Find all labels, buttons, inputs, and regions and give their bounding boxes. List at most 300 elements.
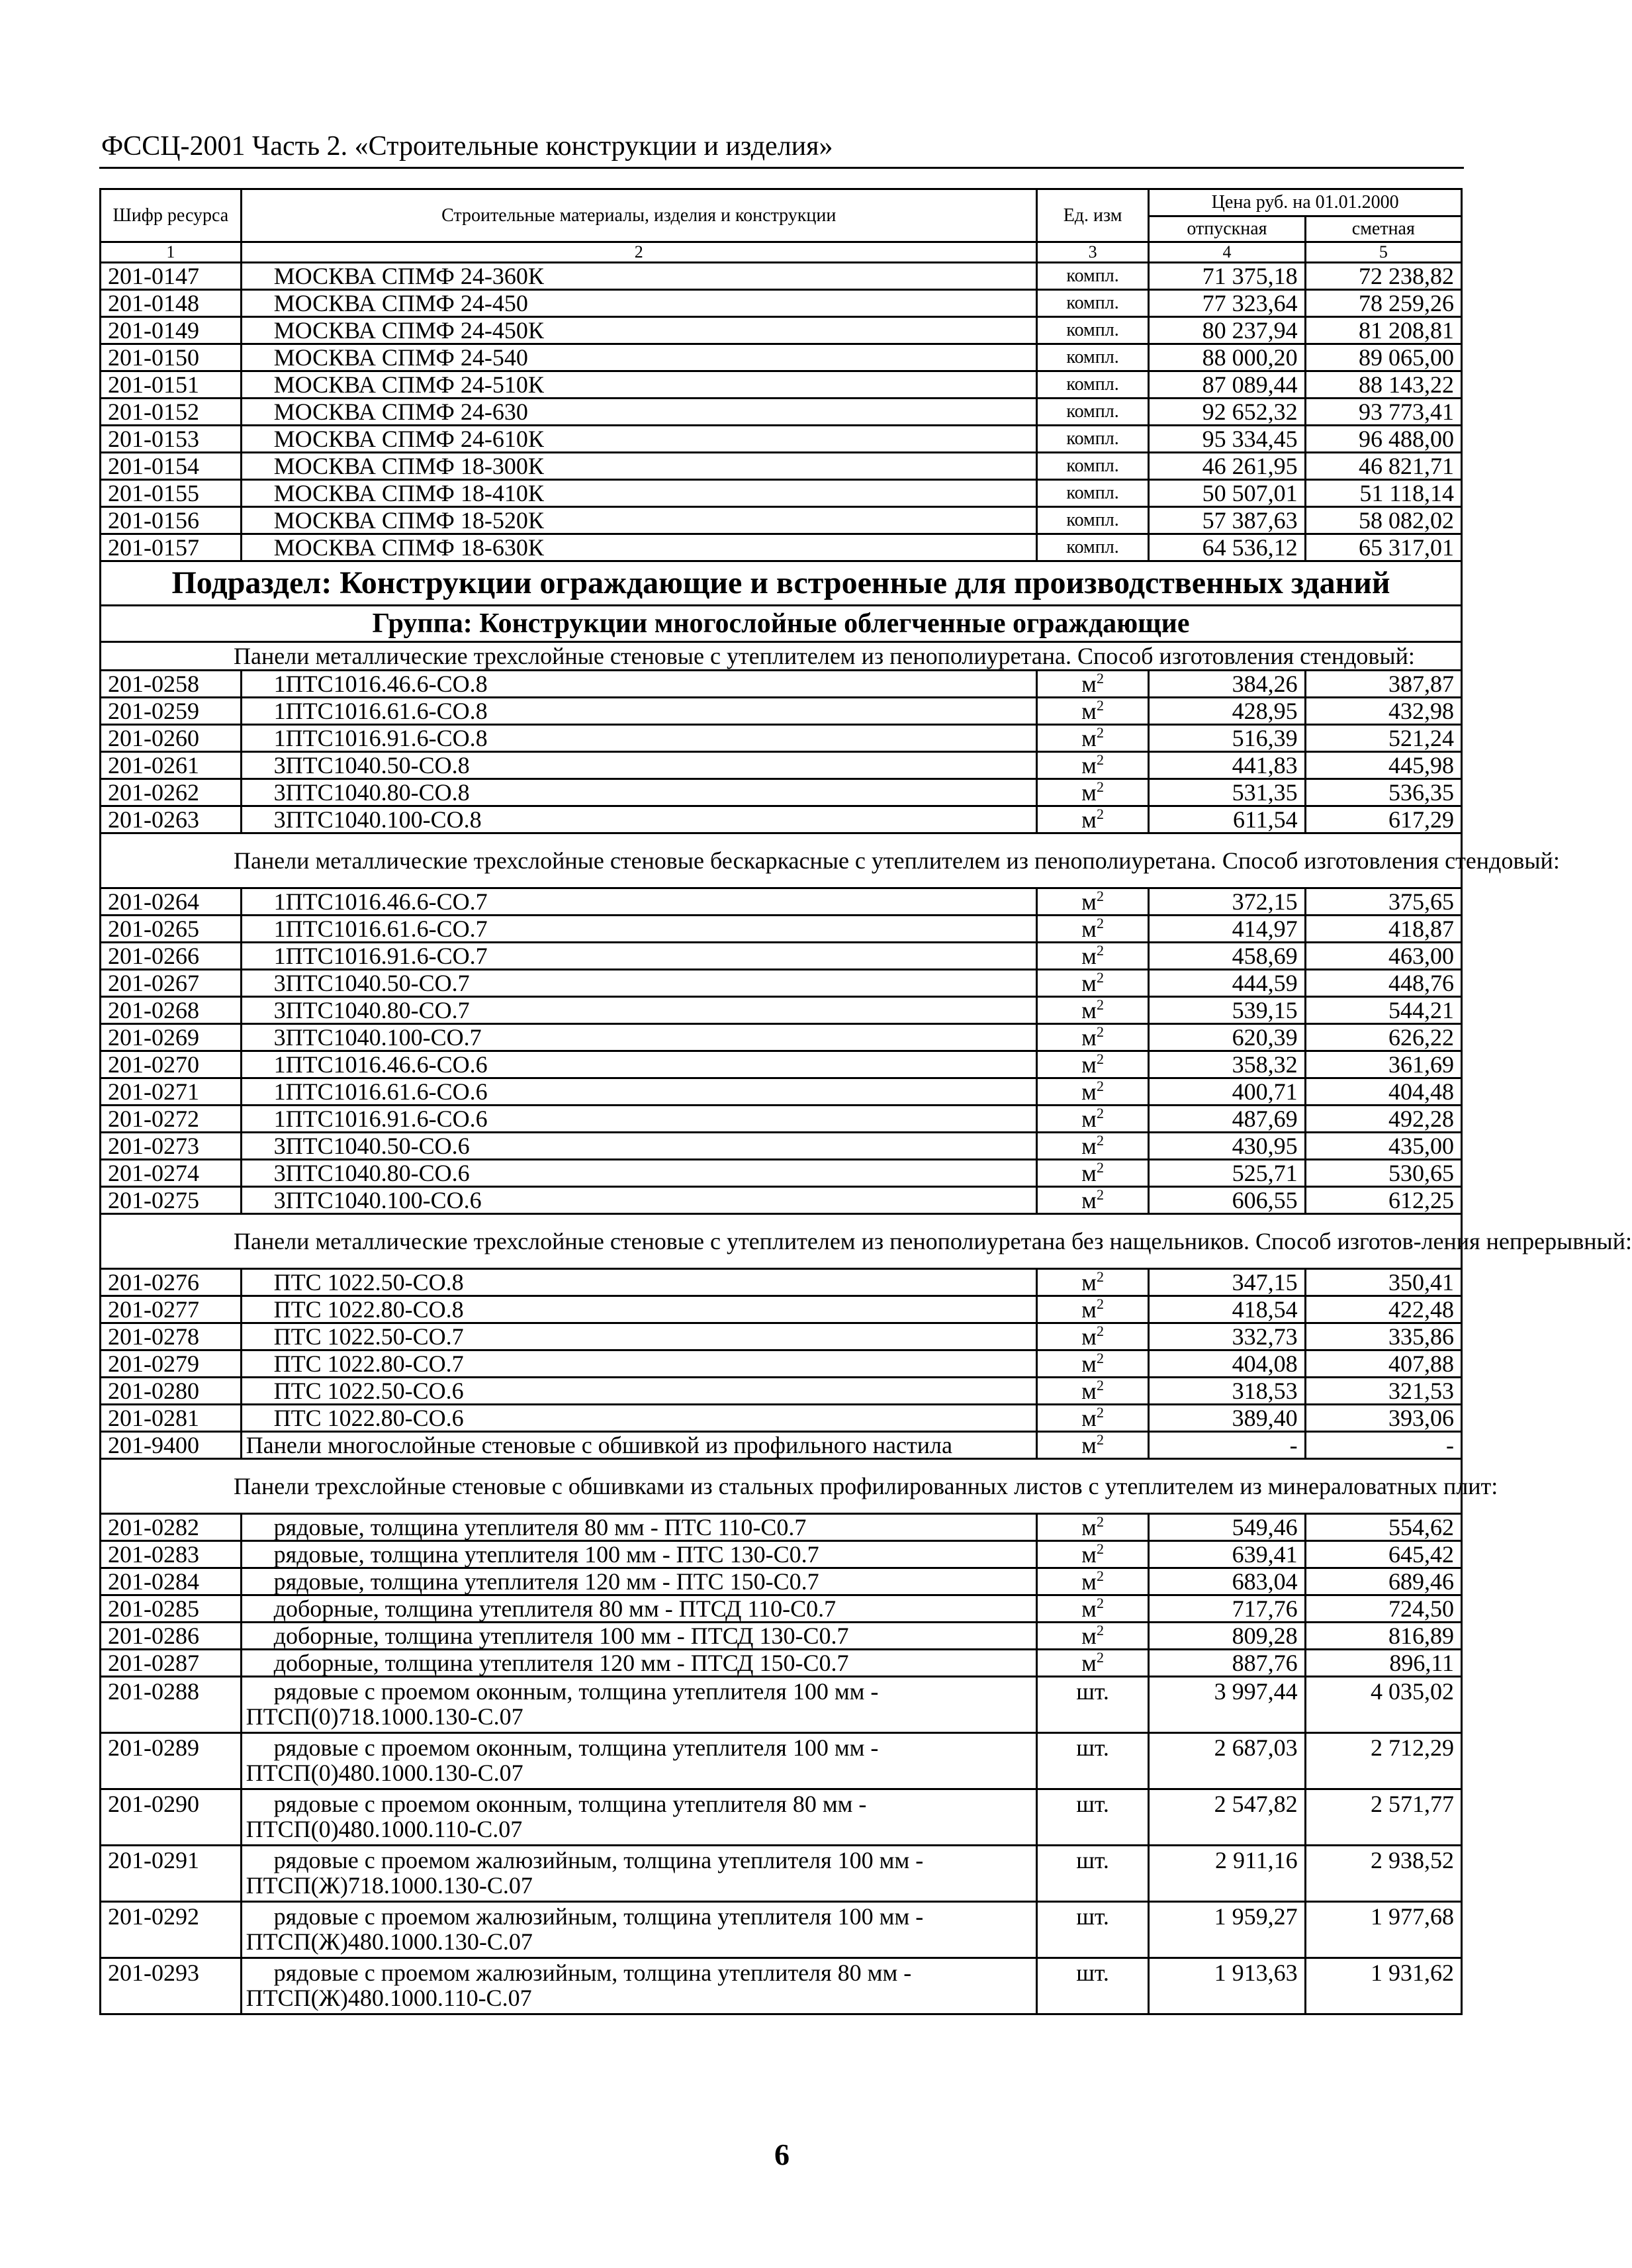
estimate-price: 58 082,02 — [1305, 507, 1461, 534]
resource-code: 201-0154 — [101, 453, 242, 480]
unit-cell — [1036, 1296, 1149, 1323]
estimate-price: 321,53 — [1305, 1378, 1461, 1405]
release-price: 80 237,94 — [1149, 317, 1305, 344]
item-name: рядовые с проемом жалюзийным, толщина утеплителя 100 мм - ПТСП(Ж)718.1000.130-С.07 — [241, 1846, 1036, 1902]
table-row — [101, 1323, 1462, 1350]
subsection-title-text: Подраздел: Конструкции ограждающие и встроенные для производственных зданий — [101, 561, 1462, 606]
estimate-price: 404,48 — [1305, 1078, 1461, 1106]
estimate-price: 93 773,41 — [1305, 399, 1461, 426]
resource-code: 201-0289 — [101, 1733, 242, 1789]
item-name: рядовые с проемом оконным, толщина утеплителя 100 мм - ПТСП(0)718.1000.130-С.07 — [241, 1677, 1036, 1733]
item-name: МОСКВА СПМФ 24-630 — [241, 399, 1036, 426]
table-row — [101, 1106, 1462, 1133]
table-row — [101, 1051, 1462, 1078]
group-title-text: Группа: Конструкции многослойные облегченные ограждающие — [101, 606, 1462, 642]
item-name: МОСКВА СПМФ 24-450 — [241, 290, 1036, 317]
release-price: 2 687,03 — [1149, 1733, 1305, 1789]
release-price: 64 536,12 — [1149, 534, 1305, 561]
unit-cell — [1036, 970, 1149, 997]
table-row — [101, 1350, 1462, 1378]
superscript: 2 — [1096, 1268, 1104, 1285]
superscript: 2 — [1096, 1296, 1104, 1312]
unit-cell — [1036, 997, 1149, 1024]
item-name: доборные, толщина утеплителя 120 мм - ПТСД 150-С0.7 — [241, 1650, 1036, 1677]
item-name: МОСКВА СПМФ 18-300К — [241, 453, 1036, 480]
running-header: ФССЦ-2001 Часть 2. «Строительные конструкции и изделия» — [101, 131, 833, 162]
estimate-price: 89 065,00 — [1305, 344, 1461, 371]
table-row — [101, 1024, 1462, 1051]
table-row — [101, 806, 1462, 833]
estimate-price: 463,00 — [1305, 943, 1461, 970]
release-price: 611,54 — [1149, 806, 1305, 833]
resource-code: 201-0273 — [101, 1133, 242, 1160]
unit-cell: компл. — [1036, 290, 1149, 317]
column-number: 5 — [1305, 242, 1461, 263]
estimate-price: 2 938,52 — [1305, 1846, 1461, 1902]
header-name: Строительные материалы, изделия и конструкции — [241, 189, 1036, 242]
superscript: 2 — [1096, 806, 1104, 822]
resource-code: 201-0151 — [101, 371, 242, 399]
release-price: 92 652,32 — [1149, 399, 1305, 426]
resource-code: 201-0153 — [101, 426, 242, 453]
estimate-price: 445,98 — [1305, 752, 1461, 779]
item-name: 1ПТС1016.46.6-СО.6 — [241, 1051, 1036, 1078]
item-name: МОСКВА СПМФ 18-410К — [241, 480, 1036, 507]
estimate-price: 96 488,00 — [1305, 426, 1461, 453]
resource-code: 201-0271 — [101, 1078, 242, 1106]
release-price: 539,15 — [1149, 997, 1305, 1024]
table-row — [101, 997, 1462, 1024]
table-row — [101, 480, 1462, 507]
table-row — [101, 1677, 1462, 1733]
estimate-price: 521,24 — [1305, 725, 1461, 752]
group-note-text: Панели металлические трехслойные стеновые с утеплителем из пенополиуретана без нащельников. Способ изготов-ления непрерывный: — [101, 1214, 1462, 1269]
estimate-price: 554,62 — [1305, 1514, 1461, 1541]
estimate-price: 689,46 — [1305, 1568, 1461, 1595]
superscript: 2 — [1096, 1404, 1104, 1421]
unit-label: м — [1081, 1568, 1097, 1595]
header-price: Цена руб. на 01.01.2000 — [1149, 189, 1462, 216]
unit-cell: шт. — [1036, 1733, 1149, 1789]
item-name: 1ПТС1016.91.6-СО.7 — [241, 943, 1036, 970]
table-row — [101, 1078, 1462, 1106]
item-name: 3ПТС1040.100-СО.7 — [241, 1024, 1036, 1051]
resource-code: 201-0147 — [101, 263, 242, 290]
column-number: 2 — [241, 242, 1036, 263]
item-name: 3ПТС1040.50-СО.7 — [241, 970, 1036, 997]
unit-label: м — [1081, 725, 1097, 751]
estimate-price: 1 977,68 — [1305, 1902, 1461, 1958]
item-name: 1ПТС1016.46.6-СО.8 — [241, 671, 1036, 698]
resource-code: 201-0258 — [101, 671, 242, 698]
unit-cell: компл. — [1036, 399, 1149, 426]
unit-cell — [1036, 1350, 1149, 1378]
estimate-price: 418,87 — [1305, 916, 1461, 943]
item-name: ПТС 1022.50-СО.8 — [241, 1269, 1036, 1296]
resource-code: 201-0274 — [101, 1160, 242, 1187]
header-code: Шифр ресурса — [101, 189, 242, 242]
unit-cell — [1036, 1595, 1149, 1623]
item-name: 3ПТС1040.80-СО.8 — [241, 779, 1036, 806]
unit-cell — [1036, 1187, 1149, 1214]
table-row — [101, 1432, 1462, 1459]
unit-label: м — [1081, 752, 1097, 779]
resource-code: 201-0266 — [101, 943, 242, 970]
item-name: 3ПТС1040.80-СО.7 — [241, 997, 1036, 1024]
release-price: 430,95 — [1149, 1133, 1305, 1160]
column-number-row — [101, 242, 1462, 263]
unit-label: м — [1081, 1106, 1097, 1132]
estimate-price: 617,29 — [1305, 806, 1461, 833]
header-row — [101, 189, 1462, 216]
estimate-price: 51 118,14 — [1305, 480, 1461, 507]
item-name: 1ПТС1016.61.6-СО.7 — [241, 916, 1036, 943]
item-name: 3ПТС1040.50-СО.8 — [241, 752, 1036, 779]
superscript: 2 — [1096, 1540, 1104, 1557]
table-row — [101, 916, 1462, 943]
item-name: рядовые с проемом жалюзийным, толщина утеплителя 100 мм - ПТСП(Ж)480.1000.130-С.07 — [241, 1902, 1036, 1958]
table-row — [101, 1733, 1462, 1789]
table-row — [101, 698, 1462, 725]
unit-label: м — [1081, 1378, 1097, 1404]
unit-label: м — [1081, 1350, 1097, 1377]
group-note — [101, 1214, 1462, 1269]
table-row — [101, 1187, 1462, 1214]
item-name: рядовые с проемом оконным, толщина утеплителя 80 мм - ПТСП(0)480.1000.110-С.07 — [241, 1789, 1036, 1846]
unit-label: м — [1081, 1051, 1097, 1078]
item-name: ПТС 1022.50-СО.6 — [241, 1378, 1036, 1405]
unit-label: м — [1081, 1078, 1097, 1105]
item-name: доборные, толщина утеплителя 100 мм - ПТСД 130-С0.7 — [241, 1623, 1036, 1650]
unit-cell: компл. — [1036, 534, 1149, 561]
resource-code: 201-0291 — [101, 1846, 242, 1902]
table-row — [101, 1902, 1462, 1958]
resource-code: 201-0264 — [101, 888, 242, 916]
release-price: 50 507,01 — [1149, 480, 1305, 507]
release-price: 1 913,63 — [1149, 1958, 1305, 2014]
resource-code: 201-0155 — [101, 480, 242, 507]
estimate-price: 335,86 — [1305, 1323, 1461, 1350]
price-table-body — [101, 189, 1632, 2014]
estimate-price: 65 317,01 — [1305, 534, 1461, 561]
table-row — [101, 1378, 1462, 1405]
item-name: рядовые, толщина утеплителя 100 мм - ПТС 130-С0.7 — [241, 1541, 1036, 1568]
unit-cell — [1036, 916, 1149, 943]
unit-label: м — [1081, 1432, 1097, 1458]
table-row — [101, 943, 1462, 970]
unit-cell — [1036, 1269, 1149, 1296]
release-price: 418,54 — [1149, 1296, 1305, 1323]
unit-cell — [1036, 752, 1149, 779]
header-estimate: сметная — [1305, 216, 1461, 242]
resource-code: 201-0150 — [101, 344, 242, 371]
table-row — [101, 1269, 1462, 1296]
estimate-price: 435,00 — [1305, 1133, 1461, 1160]
item-name: 1ПТС1016.91.6-СО.6 — [241, 1106, 1036, 1133]
superscript: 2 — [1096, 724, 1104, 741]
estimate-price: 2 712,29 — [1305, 1733, 1461, 1789]
release-price: 717,76 — [1149, 1595, 1305, 1623]
unit-cell: компл. — [1036, 317, 1149, 344]
release-price: 404,08 — [1149, 1350, 1305, 1378]
unit-cell — [1036, 1133, 1149, 1160]
estimate-price: 4 035,02 — [1305, 1677, 1461, 1733]
superscript: 2 — [1096, 915, 1104, 931]
unit-cell: компл. — [1036, 371, 1149, 399]
unit-cell: шт. — [1036, 1902, 1149, 1958]
unit-label: м — [1081, 1323, 1097, 1350]
release-price: 620,39 — [1149, 1024, 1305, 1051]
estimate-price: 530,65 — [1305, 1160, 1461, 1187]
unit-cell — [1036, 1432, 1149, 1459]
release-price: 444,59 — [1149, 970, 1305, 997]
release-price: 441,83 — [1149, 752, 1305, 779]
release-price: 606,55 — [1149, 1187, 1305, 1214]
release-price: 887,76 — [1149, 1650, 1305, 1677]
resource-code: 201-0290 — [101, 1789, 242, 1846]
unit-cell: шт. — [1036, 1789, 1149, 1846]
table-row — [101, 1789, 1462, 1846]
unit-cell — [1036, 1514, 1149, 1541]
unit-cell — [1036, 1623, 1149, 1650]
group-note — [101, 642, 1462, 671]
header-release: отпускная — [1149, 216, 1305, 242]
unit-label: м — [1081, 1160, 1097, 1186]
release-price: 428,95 — [1149, 698, 1305, 725]
superscript: 2 — [1096, 1649, 1104, 1666]
table-row — [101, 263, 1462, 290]
table-row — [101, 752, 1462, 779]
estimate-price: 544,21 — [1305, 997, 1461, 1024]
resource-code: 201-0270 — [101, 1051, 242, 1078]
estimate-price: 448,76 — [1305, 970, 1461, 997]
estimate-price: 422,48 — [1305, 1296, 1461, 1323]
release-price: - — [1149, 1432, 1305, 1459]
unit-cell: компл. — [1036, 453, 1149, 480]
resource-code: 201-0148 — [101, 290, 242, 317]
release-price: 332,73 — [1149, 1323, 1305, 1350]
unit-cell — [1036, 1024, 1149, 1051]
release-price: 458,69 — [1149, 943, 1305, 970]
group-note — [101, 833, 1462, 888]
unit-cell — [1036, 671, 1149, 698]
resource-code: 201-0265 — [101, 916, 242, 943]
superscript: 2 — [1096, 1431, 1104, 1448]
group-note-text: Панели трехслойные стеновые с обшивками из стальных профилированных листов с утеплителем из минераловатных плит: — [101, 1459, 1462, 1514]
unit-cell — [1036, 1378, 1149, 1405]
table-row — [101, 671, 1462, 698]
table-row — [101, 399, 1462, 426]
unit-label: м — [1081, 1623, 1097, 1649]
unit-label: м — [1081, 779, 1097, 806]
unit-label: м — [1081, 1595, 1097, 1622]
resource-code: 201-0149 — [101, 317, 242, 344]
release-price: 389,40 — [1149, 1405, 1305, 1432]
release-price: 809,28 — [1149, 1623, 1305, 1650]
unit-label: м — [1081, 1269, 1097, 1296]
table-row — [101, 1595, 1462, 1623]
item-name: ПТС 1022.80-СО.6 — [241, 1405, 1036, 1432]
resource-code: 201-0275 — [101, 1187, 242, 1214]
estimate-price: 724,50 — [1305, 1595, 1461, 1623]
release-price: 57 387,63 — [1149, 507, 1305, 534]
superscript: 2 — [1096, 1323, 1104, 1339]
table-row — [101, 453, 1462, 480]
item-name: МОСКВА СПМФ 24-510К — [241, 371, 1036, 399]
unit-cell — [1036, 1650, 1149, 1677]
table-row — [101, 426, 1462, 453]
unit-cell — [1036, 698, 1149, 725]
item-name: 1ПТС1016.61.6-СО.6 — [241, 1078, 1036, 1106]
unit-cell: шт. — [1036, 1846, 1149, 1902]
release-price: 525,71 — [1149, 1160, 1305, 1187]
item-name: рядовые, толщина утеплителя 120 мм - ПТС 150-С0.7 — [241, 1568, 1036, 1595]
estimate-price: - — [1305, 1432, 1461, 1459]
release-price: 77 323,64 — [1149, 290, 1305, 317]
estimate-price: 432,98 — [1305, 698, 1461, 725]
unit-cell — [1036, 1405, 1149, 1432]
header-rule — [99, 167, 1464, 169]
unit-label: м — [1081, 916, 1097, 942]
unit-cell: шт. — [1036, 1677, 1149, 1733]
item-name: Панели многослойные стеновые с обшивкой из профильного настила — [241, 1432, 1036, 1459]
resource-code: 201-0282 — [101, 1514, 242, 1541]
unit-cell — [1036, 888, 1149, 916]
superscript: 2 — [1096, 1186, 1104, 1203]
resource-code: 201-0157 — [101, 534, 242, 561]
unit-cell: компл. — [1036, 507, 1149, 534]
unit-cell: компл. — [1036, 480, 1149, 507]
release-price: 347,15 — [1149, 1269, 1305, 1296]
release-price: 683,04 — [1149, 1568, 1305, 1595]
superscript: 2 — [1096, 1159, 1104, 1176]
unit-cell: компл. — [1036, 426, 1149, 453]
estimate-price: 816,89 — [1305, 1623, 1461, 1650]
superscript: 2 — [1096, 969, 1104, 986]
superscript: 2 — [1096, 888, 1104, 904]
release-price: 384,26 — [1149, 671, 1305, 698]
item-name: рядовые с проемом оконным, толщина утеплителя 100 мм - ПТСП(0)480.1000.130-С.07 — [241, 1733, 1036, 1789]
table-row — [101, 1623, 1462, 1650]
item-name: 1ПТС1016.61.6-СО.8 — [241, 698, 1036, 725]
estimate-price: 896,11 — [1305, 1650, 1461, 1677]
estimate-price: 536,35 — [1305, 779, 1461, 806]
item-name: рядовые, толщина утеплителя 80 мм - ПТС 110-С0.7 — [241, 1514, 1036, 1541]
release-price: 549,46 — [1149, 1514, 1305, 1541]
resource-code: 201-0288 — [101, 1677, 242, 1733]
resource-code: 201-0283 — [101, 1541, 242, 1568]
resource-code: 201-0292 — [101, 1902, 242, 1958]
superscript: 2 — [1096, 697, 1104, 714]
estimate-price: 626,22 — [1305, 1024, 1461, 1051]
superscript: 2 — [1096, 996, 1104, 1013]
item-name: 3ПТС1040.80-СО.6 — [241, 1160, 1036, 1187]
release-price: 46 261,95 — [1149, 453, 1305, 480]
estimate-price: 407,88 — [1305, 1350, 1461, 1378]
unit-cell — [1036, 1568, 1149, 1595]
table-row — [101, 534, 1462, 561]
unit-cell: компл. — [1036, 344, 1149, 371]
unit-label: м — [1081, 806, 1097, 833]
release-price: 2 911,16 — [1149, 1846, 1305, 1902]
resource-code: 201-0152 — [101, 399, 242, 426]
resource-code: 201-0293 — [101, 1958, 242, 2014]
resource-code: 201-0262 — [101, 779, 242, 806]
release-price: 2 547,82 — [1149, 1789, 1305, 1846]
estimate-price: 375,65 — [1305, 888, 1461, 916]
resource-code: 201-0281 — [101, 1405, 242, 1432]
unit-label: м — [1081, 997, 1097, 1023]
table-row — [101, 779, 1462, 806]
group-title — [101, 606, 1462, 642]
unit-label: м — [1081, 1187, 1097, 1213]
resource-code: 201-0259 — [101, 698, 242, 725]
superscript: 2 — [1096, 670, 1104, 686]
unit-label: м — [1081, 1650, 1097, 1676]
resource-code: 201-0269 — [101, 1024, 242, 1051]
unit-cell — [1036, 1323, 1149, 1350]
release-price: 358,32 — [1149, 1051, 1305, 1078]
superscript: 2 — [1096, 1078, 1104, 1094]
release-price: 372,15 — [1149, 888, 1305, 916]
unit-cell — [1036, 1078, 1149, 1106]
table-row — [101, 725, 1462, 752]
unit-label: м — [1081, 1024, 1097, 1051]
unit-cell: компл. — [1036, 263, 1149, 290]
page-number: 6 — [774, 2138, 790, 2171]
item-name: 1ПТС1016.46.6-СО.7 — [241, 888, 1036, 916]
table-row — [101, 1541, 1462, 1568]
unit-label: м — [1081, 1405, 1097, 1431]
release-price: 516,39 — [1149, 725, 1305, 752]
estimate-price: 612,25 — [1305, 1187, 1461, 1214]
release-price: 3 997,44 — [1149, 1677, 1305, 1733]
resource-code: 201-0272 — [101, 1106, 242, 1133]
release-price: 88 000,20 — [1149, 344, 1305, 371]
superscript: 2 — [1096, 1105, 1104, 1121]
unit-label: м — [1081, 888, 1097, 915]
release-price: 400,71 — [1149, 1078, 1305, 1106]
resource-code: 201-0287 — [101, 1650, 242, 1677]
header-unit: Ед. изм — [1036, 189, 1149, 242]
item-name: 1ПТС1016.91.6-СО.8 — [241, 725, 1036, 752]
estimate-price: 72 238,82 — [1305, 263, 1461, 290]
estimate-price: 46 821,71 — [1305, 453, 1461, 480]
group-note — [101, 1459, 1462, 1514]
table-row — [101, 1296, 1462, 1323]
superscript: 2 — [1096, 942, 1104, 959]
resource-code: 201-0278 — [101, 1323, 242, 1350]
resource-code: 201-0260 — [101, 725, 242, 752]
item-name: ПТС 1022.80-СО.8 — [241, 1296, 1036, 1323]
resource-code: 201-9400 — [101, 1432, 242, 1459]
unit-cell — [1036, 806, 1149, 833]
estimate-price: 645,42 — [1305, 1541, 1461, 1568]
unit-label: м — [1081, 970, 1097, 996]
unit-label: м — [1081, 943, 1097, 969]
release-price: 487,69 — [1149, 1106, 1305, 1133]
superscript: 2 — [1096, 1513, 1104, 1530]
resource-code: 201-0156 — [101, 507, 242, 534]
unit-label: м — [1081, 698, 1097, 724]
resource-code: 201-0263 — [101, 806, 242, 833]
resource-code: 201-0280 — [101, 1378, 242, 1405]
superscript: 2 — [1096, 1622, 1104, 1638]
table-row — [101, 1514, 1462, 1541]
superscript: 2 — [1096, 1051, 1104, 1067]
superscript: 2 — [1096, 1132, 1104, 1149]
release-price: 414,97 — [1149, 916, 1305, 943]
